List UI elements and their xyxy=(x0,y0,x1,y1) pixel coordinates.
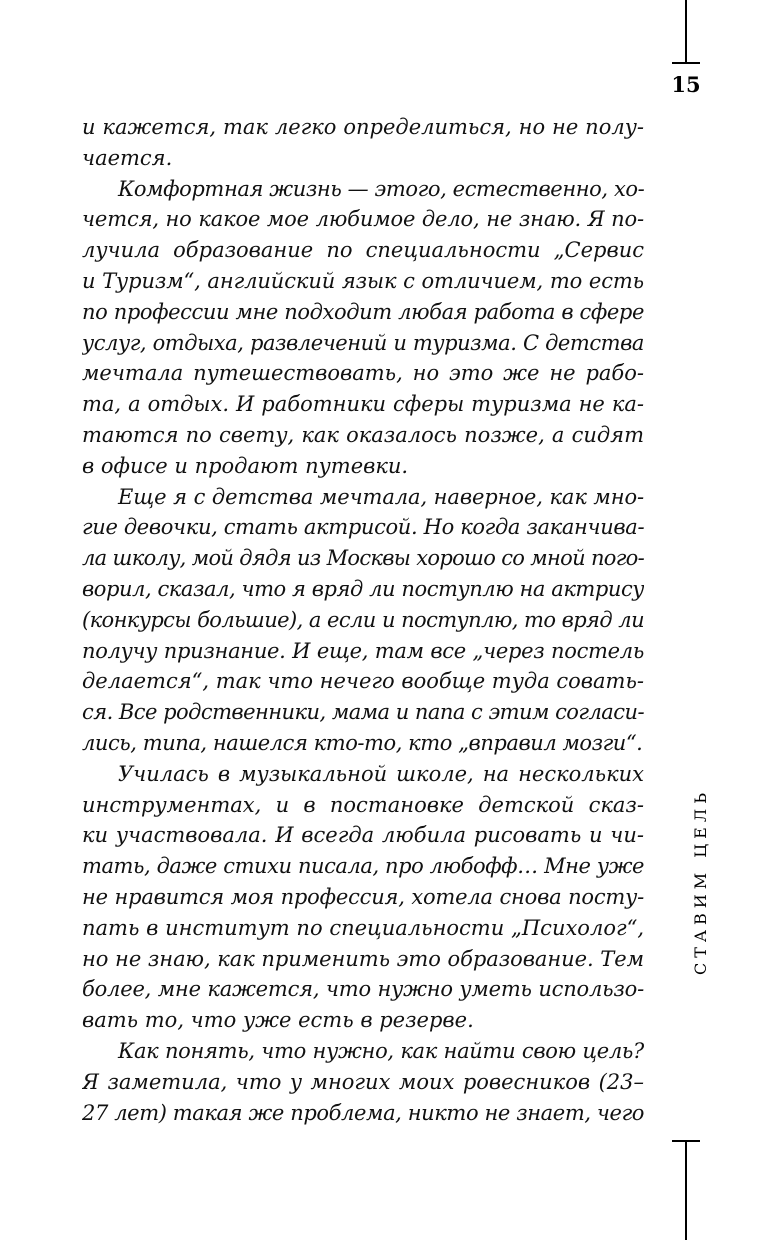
body-text xyxy=(82,112,644,1128)
text-line: но не знаю, как применить это образование. Тем xyxy=(82,946,644,971)
text-line: Училась в музыкальной школе, на нескольких xyxy=(118,761,644,786)
text-line: мечтала путешествовать, но это же не рабо- xyxy=(82,361,644,386)
text-line: делается“, так что нечего вообще туда совать- xyxy=(82,669,644,694)
paragraph xyxy=(82,1036,644,1128)
text-line: та, а отдых. И работники сферы туризма не ка- xyxy=(82,392,644,417)
text-line: таются по свету, как оказалось позже, а сидят xyxy=(82,422,644,447)
running-head: СТАВИМ ЦЕЛЬ xyxy=(691,788,710,975)
page-number: 15 xyxy=(671,72,701,97)
text-line: лись, типа, нашелся кто-то, кто „вправил мозги“. xyxy=(82,730,643,755)
paragraph xyxy=(82,759,644,1036)
text-line: Еще я с детства мечтала, наверное, как мно- xyxy=(118,484,644,509)
text-line: инструментах, и в постановке детской сказ- xyxy=(82,792,644,817)
text-line: получу признание. И еще, там все „через постель xyxy=(82,638,644,663)
text-line: Как понять, что нужно, как найти свою цель? xyxy=(118,1038,644,1063)
bottom-margin-rule xyxy=(685,1140,687,1240)
text-line: не нравится моя профессия, хотела снова посту- xyxy=(82,884,644,909)
paragraph xyxy=(82,112,644,174)
text-line: гие девочки, стать актрисой. Но когда заканчива- xyxy=(82,515,644,540)
text-line: услуг, отдыха, развлечений и туризма. С детства xyxy=(82,330,644,355)
top-margin-rule xyxy=(685,0,687,62)
text-line: 27 лет) такая же проблема, никто не знает, чего xyxy=(82,1100,644,1125)
text-line: Я заметила, что у многих моих ровесников (23– xyxy=(82,1069,644,1094)
text-line: чется, но какое мое любимое дело, не знаю. Я по- xyxy=(82,207,644,232)
text-line: лучила образование по специальности „Сервис xyxy=(82,238,644,263)
text-line: вать то, что уже есть в резерве. xyxy=(82,1008,474,1033)
text-line: тать, даже стихи писала, про любофф… Мне уже xyxy=(82,854,644,879)
text-line: пать в институт по специальности „Психолог“, xyxy=(82,915,644,940)
text-line: Комфортная жизнь — этого, естественно, хо- xyxy=(118,176,644,201)
paragraph xyxy=(82,482,644,759)
text-line: и Туризм“, английский язык с отличием, то есть xyxy=(82,268,644,293)
text-line: ворил, сказал, что я вряд ли поступлю на актрису xyxy=(82,576,644,601)
text-line: чается. xyxy=(82,145,173,170)
text-line: и кажется, так легко определиться, но не полу- xyxy=(82,115,644,139)
text-line: по профессии мне подходит любая работа в сфере xyxy=(82,299,644,324)
text-line: (конкурсы большие), а если и поступлю, то вряд ли xyxy=(82,607,644,632)
text-line: более, мне кажется, что нужно уметь использо- xyxy=(82,977,644,1002)
text-line: в офисе и продают путевки. xyxy=(82,453,409,478)
paragraph xyxy=(82,174,644,482)
text-line: ла школу, мой дядя из Москвы хорошо со мной пого- xyxy=(82,546,644,571)
text-line: ки участвовала. И всегда любила рисовать и чи- xyxy=(82,823,644,848)
text-line: ся. Все родственники, мама и папа с этим согласи- xyxy=(82,700,644,725)
top-margin-tick xyxy=(672,62,700,64)
